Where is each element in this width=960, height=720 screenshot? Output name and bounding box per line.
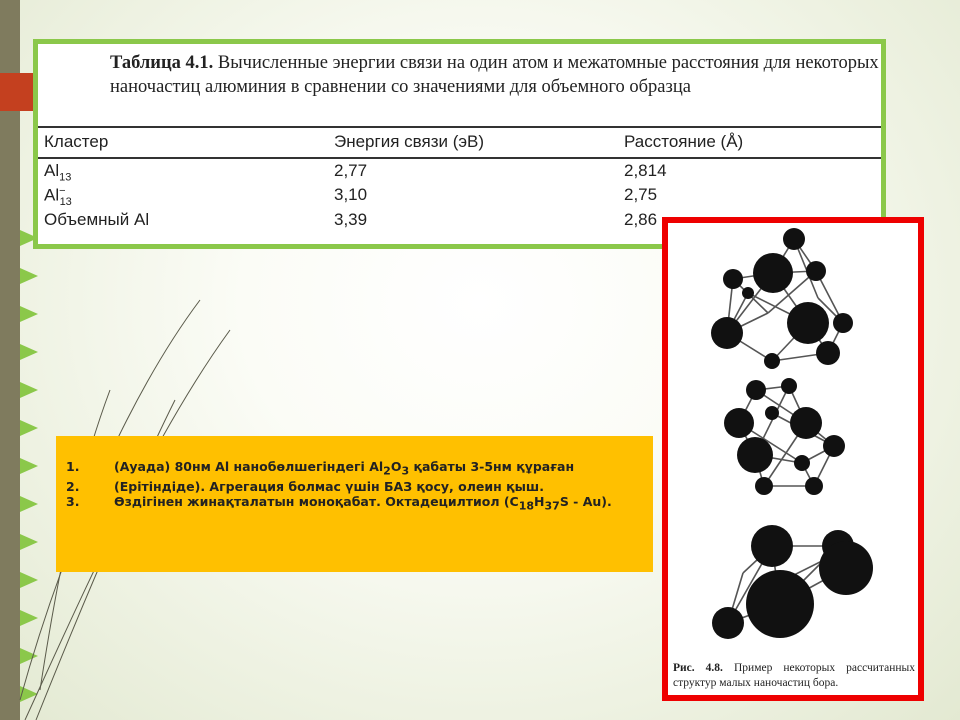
cell-energy: 3,39 — [334, 210, 368, 229]
cell-distance: 2,86 — [624, 210, 658, 229]
cluster-structures-drawing — [668, 223, 918, 695]
header-distance: Расстояние (Å) — [624, 132, 744, 151]
cell-distance: 2,75 — [624, 185, 658, 204]
list-item: 3. Өздігінен жинақталатын моноқабат. Октадецилтиол $(C_{18}H_{37}S - Au)$. — [66, 493, 612, 512]
cell-cluster: $Al^-_{13}$ — [44, 185, 72, 209]
table-header-rule — [38, 157, 881, 159]
cell-energy: 3,10 — [334, 185, 368, 204]
figure-caption-text: Пример некоторых рассчитанных структур малых наночастиц бора. — [673, 662, 915, 689]
cell-cluster: $Al_{13}$ — [44, 161, 72, 184]
table-row — [44, 185, 881, 209]
list-item: 2. (Ерітіндіде). Агрегация болмас үшін БАЗ қосу, олеин қыш. — [66, 478, 544, 494]
table-header-row — [44, 132, 881, 156]
table-top-rule — [38, 126, 881, 128]
cell-cluster: Объемный Al — [44, 210, 150, 229]
figure-caption — [673, 661, 915, 691]
header-energy: Энергия связи (эВ) — [334, 132, 485, 151]
boron-clusters-figure — [662, 217, 924, 701]
notes-list — [66, 459, 644, 513]
cell-distance: 2,814 — [624, 161, 667, 180]
header-cluster: Кластер — [44, 132, 109, 151]
table-row — [44, 161, 881, 185]
notes-textbox — [56, 436, 653, 572]
figure-caption-label: Рис. 4.8. — [673, 662, 723, 674]
cell-energy: 2,77 — [334, 161, 368, 180]
list-item: 1. (Ауада) 80нм Al нанобөлшегіндегі $Al_2O_3$ қабаты 3-5нм құраған — [66, 459, 575, 478]
table-caption — [110, 51, 880, 99]
table-caption-label: Таблица 4.1. — [110, 53, 214, 73]
table-caption-text: Вычисленные энергии связи на один атом и межатомные расстояния для некоторых наночастиц алюминия в сравнении со значениями для объемного образца — [110, 53, 879, 97]
